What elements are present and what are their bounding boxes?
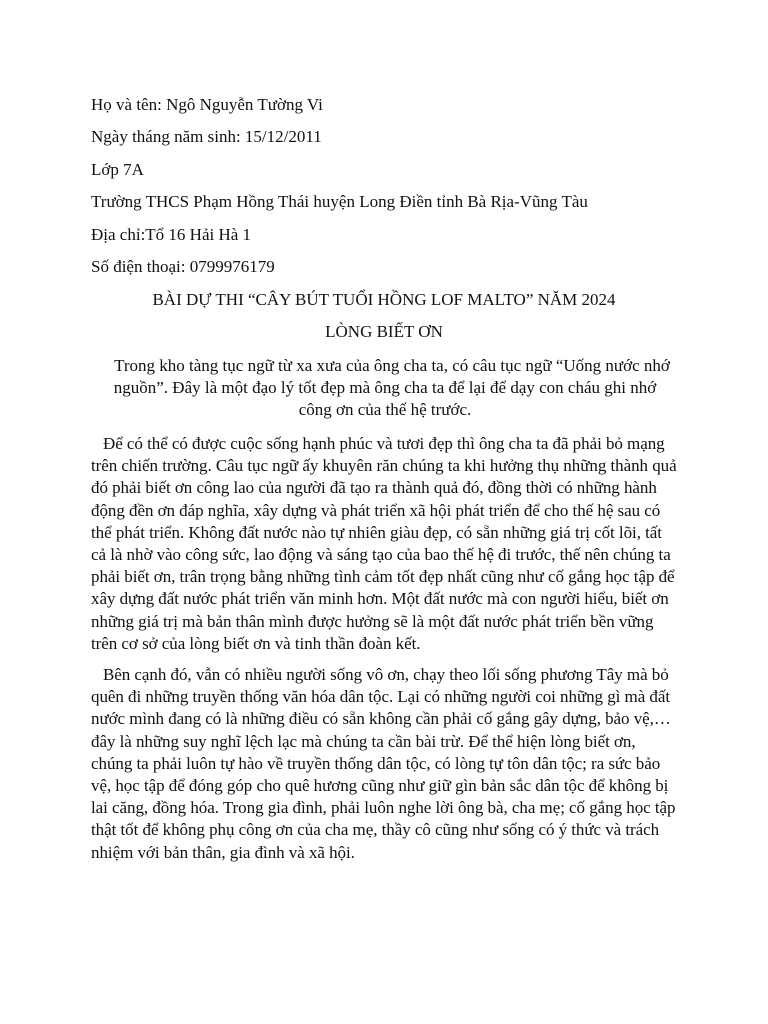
contest-title: BÀI DỰ THI “CÂY BÚT TUỔI HỒNG LOF MALTO” NĂM 2024 [152,290,616,309]
student-class: Lớp 7A [91,160,144,179]
student-birthdate: Ngày tháng năm sinh: 15/12/2011 [91,127,322,146]
intro-paragraph: Trong kho tàng tục ngữ từ xa xưa của ông cha ta, có câu tục ngữ “Uống nước nhớ nguồn”. Đây là một đạo lý tốt đẹp mà ông cha ta để lại để dạy con cháu ghi nhớ công ơn của thế hệ trước. [113,356,670,419]
body-paragraph-1: Để có thể có được cuộc sống hạnh phúc và tươi đẹp thì ông cha ta đã phải bỏ mạng trên chiến trường. Câu tục ngữ ấy khuyên răn chúng ta khi hưởng thụ những thành quả đó phải biết ơn công lao của người đã tạo ra thành quả đó, đồng thời có những hành động đền ơn đáp nghĩa, xây dựng và phát triển xã hội phát triển để cho thế hệ sau có thể phát triển. Không đất nước nào tự nhiên giàu đẹp, có sẵn những giá trị cốt lõi, tất cả là nhờ vào công sức, lao động và sáng tạo của bao thế hệ đi trước, thế nên chúng ta phải biết ơn, trân trọng bằng những tình cảm tốt đẹp nhất cũng như cố gắng học tập để xây dựng đất nước phát triển văn minh hơn. Một đất nước mà con người hiểu, biết ơn những giá trị mà bản thân mình được hưởng sẽ là một đất nước phát triển bền vững trên cơ sở của lòng biết ơn và tinh thần đoàn kết. [91,434,677,653]
student-address: Địa chỉ:Tổ 16 Hải Hà 1 [91,225,252,244]
student-name: Họ và tên: Ngô Nguyễn Tường Vi [91,95,323,114]
student-phone: Số điện thoại: 0799976179 [91,257,275,276]
essay-title: LÒNG BIẾT ƠN [325,322,443,341]
body-paragraph-2: Bên cạnh đó, vẫn có nhiều người sống vô ơn, chạy theo lối sống phương Tây mà bỏ quên đi những truyền thống văn hóa dân tộc. Lại có những người coi những gì mà đất nước mình đang có là những điều có sẵn không cần phải cố gắng gây dựng, bảo vệ,… đây là những suy nghĩ lệch lạc mà chúng ta cần bài trừ. Để thể hiện lòng biết ơn, chúng ta phải luôn tự hào về truyền thống dân tộc, có lòng tự tôn dân tộc; ra sức bảo vệ, học tập để đóng góp cho quê hương cũng như giữ gìn bản sắc dân tộc để không bị lai căng, đồng hóa. Trong gia đình, phải luôn nghe lời ông bà, cha mẹ; cố gắng học tập thật tốt để không phụ công ơn của cha mẹ, thầy cô cũng như sống có ý thức và trách nhiệm với bản thân, gia đình và xã hội. [91,665,676,862]
student-school: Trường THCS Phạm Hồng Thái huyện Long Điền tỉnh Bà Rịa-Vũng Tàu [91,192,588,211]
